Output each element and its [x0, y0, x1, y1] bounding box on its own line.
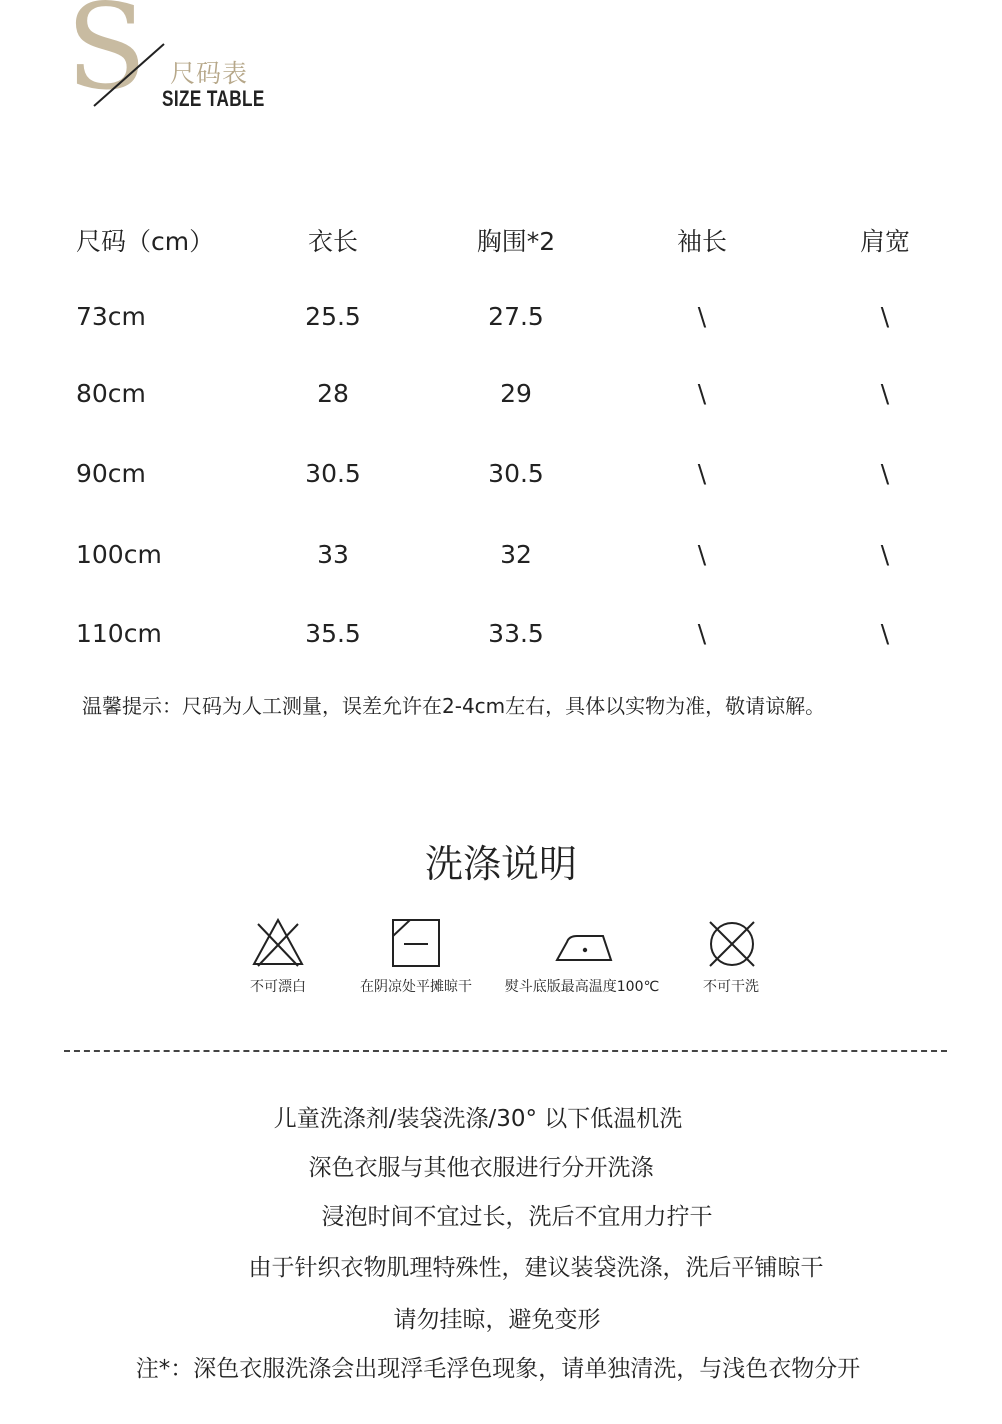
size-table-title-en: SIZE TABLE [162, 86, 265, 111]
cell-size: 110cm [76, 619, 162, 648]
header-shoulder: 肩宽 [859, 227, 911, 256]
cell-shoulder: \ [880, 619, 890, 648]
cell-size: 73cm [76, 302, 146, 331]
header-chest: 胸围*2 [476, 227, 556, 256]
logo-letter: S [66, 0, 147, 116]
no-bleach-label: 不可漂白 [250, 979, 306, 995]
dry-flat-in-shade-icon [388, 916, 444, 972]
wash-note: 儿童洗涤剂/装袋洗涤/30° 以下低温机洗 [273, 1106, 683, 1132]
no-bleach-icon [250, 916, 306, 972]
dashed-divider [64, 1050, 947, 1052]
cell-shoulder: \ [880, 459, 890, 488]
header-size: 尺码（cm） [76, 227, 215, 256]
dry-flat-in-shade-label: 在阴凉处平摊晾干 [360, 979, 472, 995]
cell-sleeve: \ [697, 619, 707, 648]
cell-shoulder: \ [880, 379, 890, 408]
wash-note: 请勿挂晾，避免变形 [393, 1307, 601, 1333]
cell-shoulder: \ [880, 302, 890, 331]
measurement-tip: 温馨提示：尺码为人工测量，误差允许在2-4cm左右，具体以实物为准，敬请谅解。 [82, 694, 826, 718]
cell-chest: 30.5 [488, 459, 544, 488]
cell-chest: 32 [500, 540, 532, 569]
no-dry-clean-label: 不可干洗 [703, 979, 759, 995]
wash-instructions-title: 洗涤说明 [424, 842, 577, 886]
wash-note: 注*：深色衣服洗涤会出现浮毛浮色现象，请单独清洗，与浅色衣物分开 [135, 1356, 861, 1382]
wash-note: 浸泡时间不宜过长，洗后不宜用力拧干 [321, 1204, 713, 1230]
cell-size: 80cm [76, 379, 146, 408]
cell-sleeve: \ [697, 459, 707, 488]
cell-chest: 29 [500, 379, 532, 408]
cell-sleeve: \ [697, 540, 707, 569]
cell-size: 100cm [76, 540, 162, 569]
cell-chest: 33.5 [488, 619, 544, 648]
cell-length: 35.5 [305, 619, 361, 648]
iron-low-temp-icon [553, 916, 615, 972]
cell-chest: 27.5 [488, 302, 544, 331]
cell-shoulder: \ [880, 540, 890, 569]
cell-sleeve: \ [697, 379, 707, 408]
cell-sleeve: \ [697, 302, 707, 331]
cell-length: 25.5 [305, 302, 361, 331]
wash-note: 由于针织衣物肌理特殊性，建议装袋洗涤，洗后平铺晾干 [248, 1255, 824, 1281]
logo-slash [90, 40, 170, 110]
cell-length: 30.5 [305, 459, 361, 488]
iron-low-temp-label: 熨斗底版最高温度100℃ [504, 979, 660, 995]
cell-length: 28 [317, 379, 349, 408]
wash-note: 深色衣服与其他衣服进行分开洗涤 [308, 1155, 654, 1181]
header-length: 衣长 [307, 227, 359, 256]
no-dry-clean-icon [704, 916, 760, 972]
cell-length: 33 [317, 540, 349, 569]
header-sleeve: 袖长 [676, 227, 728, 256]
size-table-title-cn: 尺码表 [170, 59, 249, 88]
cell-size: 90cm [76, 459, 146, 488]
